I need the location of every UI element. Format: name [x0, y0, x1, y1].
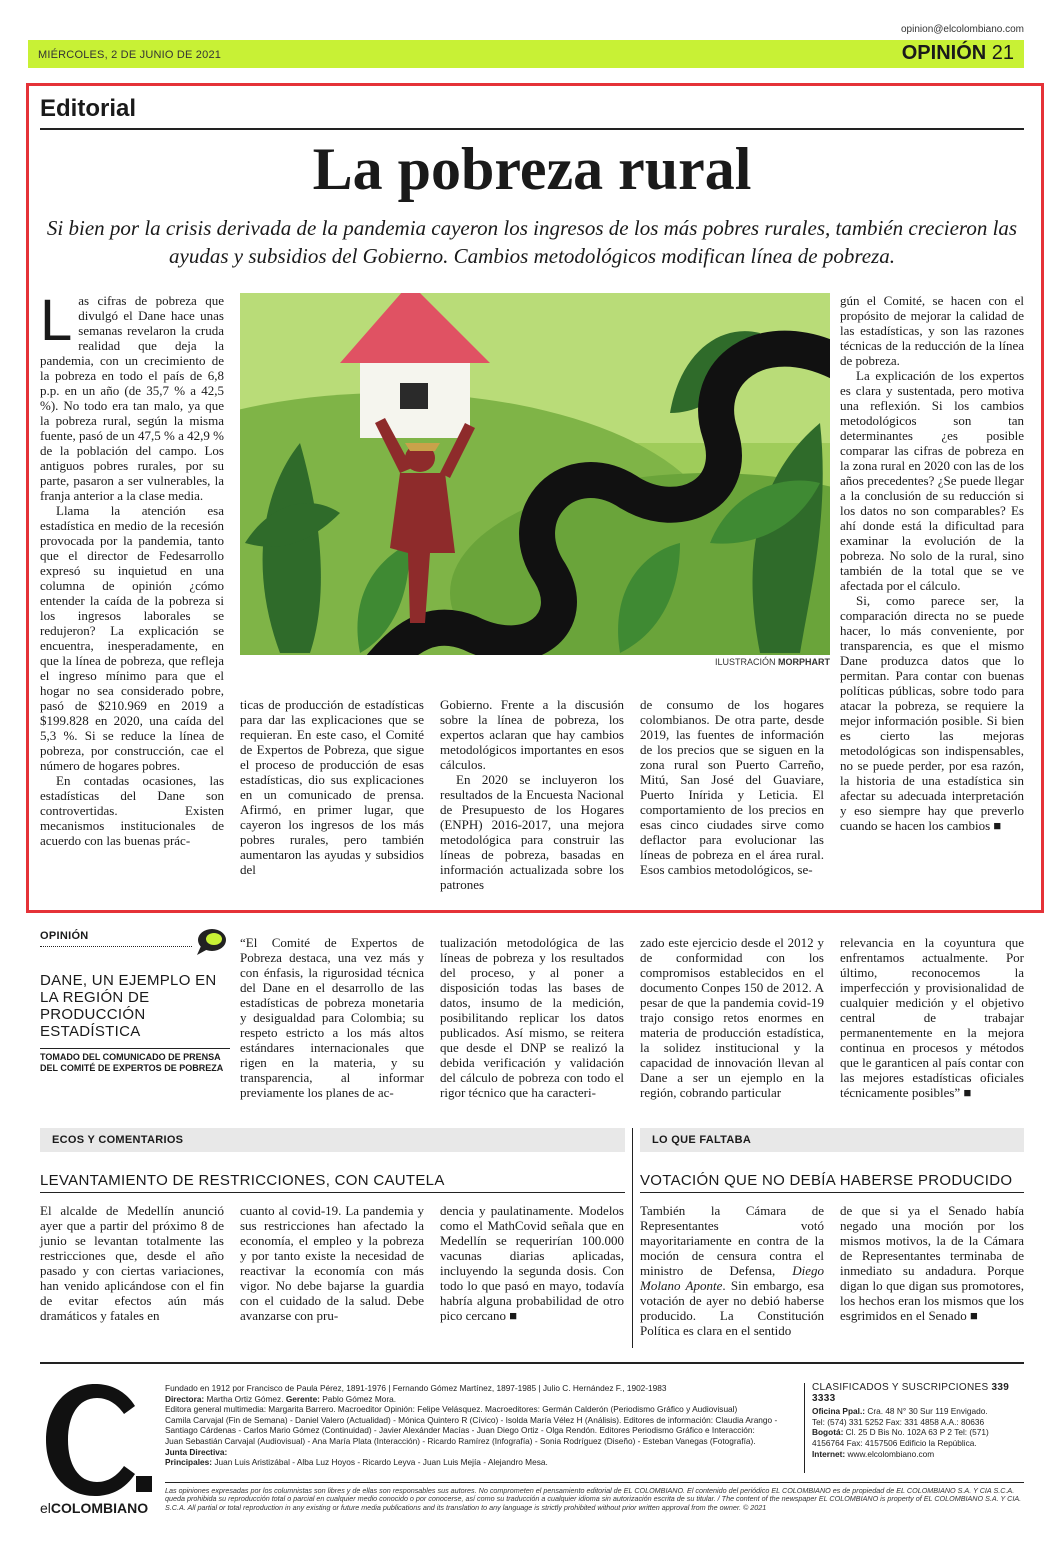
- label: Internet:: [812, 1448, 846, 1459]
- paragraph: de que si ya el Senado había negado una moción por los mismos motivos, la de la Cámara de Representantes terminaba de inmediato su andadura. Porque digan lo que digan sus promotores, los hechos eran los mismos que los esgrimidos en el Senado ■: [840, 1203, 1024, 1323]
- paragraph: En contadas ocasiones, las estadísticas del Dane son controvertidas. Existen mecanismos institucionales de acuerdo con las buenas prác-: [40, 773, 224, 848]
- editors-line: Juan Sebastián Carvajal (Audiovisual) - Ana María Plata (Interacción) - Ricardo Ramírez (Infografía) - Sonia Rodríguez (Diseño) - Esteban Vanegas (Fotografía).: [165, 1435, 756, 1446]
- legal-disclaimer: Las opiniones expresadas por los columnistas son libres y de ellas son responsables sus autores. No comprometen el pensamiento editorial de EL COLOMBIANO. El contenido del periódico EL COLOMBIANO es de propiedad de EL COLOMBIANO S.A. Y CIA S.C.A. queda prohibida su reproducción total o parcial en cualquier medio conocido o por conocerse, así como su traducción a cualquier idioma sin autorización escrita de su titular. / The content of the newspaper EL COLOMBIANO is property of EL COLOMBIANO S.A. Y CIA. S.C.A. All partial or total reproduction in any existing or future media publications and its translation to any language is strictly prohibited without prior written approval from the owner. © 2021: [165, 1486, 1022, 1512]
- label: Junta Directiva:: [165, 1446, 228, 1457]
- classifieds-phone: 339 3333: [812, 1382, 1010, 1404]
- ecos-title: LEVANTAMIENTO DE RESTRICCIONES, CON CAUTELA: [40, 1172, 445, 1189]
- editorial-label: Editorial: [40, 95, 137, 122]
- paragraph: [640, 1203, 824, 1338]
- founders-line: Fundado en 1912 por Francisco de Paula Pérez, 1891-1976 | Fernando Gómez Martínez, 1897-1985 | Julio C. Hernández F., 1902-1983: [165, 1383, 667, 1393]
- footer-rule: [40, 1362, 1024, 1364]
- bogota-line-2: 4156764 Fax: 4157506 Edificio la República.: [812, 1437, 977, 1448]
- opinion-title: DANE, UN EJEMPLO EN LA REGIÓN DE PRODUCCIÓN ESTADÍSTICA: [40, 972, 217, 1040]
- editorial-column-3: [440, 697, 624, 892]
- editors-line: Camila Carvajal (Fin de Semana) - Daniel Valero (Actualidad) - Mónica Quintero R (Cívico) - Isolda María Vélez H (Análisis). Editores de información: Claudia Arango -: [165, 1414, 778, 1425]
- masthead-divider: [804, 1383, 805, 1473]
- credit-prefix: ILUSTRACIÓN: [714, 657, 776, 667]
- el-colombiano-logo-icon: [40, 1380, 158, 1498]
- opinion-kicker: OPINIÓN: [40, 930, 89, 942]
- paragraph: [40, 288, 224, 503]
- paragraph: gún el Comité, se hacen con el propósito de mejorar la calidad de las estadísticas, y son las razones técnicas de la reducción de la línea de pobreza.: [840, 293, 1024, 368]
- classifieds-title: [812, 1383, 1024, 1404]
- value: Cl. 25 D Bis No. 102A 63 P 2 Tel: (571): [843, 1427, 989, 1438]
- opinion-column-4: [840, 935, 1024, 1100]
- paragraph: ticas de producción de estadísticas para dar las explicaciones que se requieran. En este caso, el Comité de Expertos de Pobreza, que sigue el proceso de producción de esas estadísticas, dio sus explicaciones en un comunicado de prensa. Afirmó, en primer lugar, que cayeron los ingresos de los más pobres rurales, pero también aumentaron las ayudas y subsidios del: [240, 697, 424, 877]
- label: Oficina Ppal.:: [812, 1406, 866, 1417]
- paragraph-text: as cifras de pobreza que divulgó el Dane hace unas semanas revelaron la cruda realidad que deja la pandemia, con un crecimiento de la pobreza en todo el país de 6,8 p.p. en un año (de 35,7 % a 42,5 %). No todo era tan malo, ya que la pobreza rural, según la misma fuente, pasó de un 47,5 % a 42,9 % de la población del campo. Los antiguos pobres rurales, por su parte, pasaron a ser vulnerables, la franja anterior a la clase media.: [40, 293, 224, 503]
- section-name: [902, 42, 1014, 65]
- speech-bubble-icon: [195, 928, 227, 956]
- faltaba-column-1: [640, 1203, 824, 1338]
- editorial-column-2: [240, 697, 424, 877]
- masthead-credits: [165, 1383, 800, 1468]
- credit-name: MORPHART: [778, 657, 830, 667]
- opinion-rule: [40, 1048, 230, 1049]
- faltaba-title: VOTACIÓN QUE NO DEBÍA HABERSE PRODUCIDO: [640, 1172, 1013, 1189]
- paragraph: En 2020 se incluyeron los resultados de la Encuesta Nacional de Presupuesto de los Hogares (ENPH) 2016-2017, una mejora metodológica para construir las líneas de pobreza, basadas en información actualizada sobre los patrones: [440, 772, 624, 892]
- label: Bogotá:: [812, 1427, 844, 1438]
- bogota-line: [812, 1427, 1024, 1438]
- value: Pablo Gómez Mora.: [319, 1393, 397, 1404]
- section-bar: [28, 40, 1024, 68]
- value: www.elcolombiano.com: [845, 1448, 935, 1459]
- paragraph: Gobierno. Frente a la discusión sobre la línea de pobreza, los expertos aclaran que hay cambios metodológicos importantes en esos cálculos.: [440, 697, 624, 772]
- illustration-credit: [560, 657, 830, 667]
- page-number: 21: [991, 42, 1014, 64]
- opinion-column-1: [240, 935, 424, 1100]
- brand-wordmark: [40, 1500, 148, 1516]
- ecos-kicker: ECOS Y COMENTARIOS: [52, 1134, 184, 1146]
- value: Juan Luis Aristizábal - Alba Luz Hoyos - Ricardo Leyva - Juan Luis Mejía - Alejandro Mesa.: [212, 1457, 548, 1468]
- office-line: [812, 1406, 1024, 1417]
- paragraph: “El Comité de Expertos de Pobreza destaca, una vez más y con énfasis, la rigurosidad técnica del Dane en el desarrollo de las estadísticas de pobreza monetaria y desigualdad para Colombia; su respeto estricto a los más altos estándares internacionales que rigen en la materia, y su transparencia, al informar previamente los planes de ac-: [240, 935, 424, 1100]
- disclaimer-rule: [165, 1482, 1024, 1483]
- faltaba-kicker: LO QUE FALTABA: [652, 1134, 752, 1146]
- minister-name: Diego Molano Aponte: [640, 1263, 824, 1293]
- brand-name: COLOMBIANO: [50, 1500, 149, 1516]
- contact-email: opinion@elcolombiano.com: [901, 24, 1024, 35]
- section-divider: [632, 1128, 633, 1348]
- deck: Si bien por la crisis derivada de la pandemia cayeron los ingresos de los más pobres rurales, también crecieron las ayudas y subsidios del Gobierno. Cambios metodológicos modifican línea de pobreza.: [46, 216, 1018, 268]
- drop-cap: L: [40, 288, 73, 353]
- paragraph: La explicación de los expertos es clara y sustentada, pero motiva una reflexión. Si los cambios metodológicos son tan determinantes ¿es posible comparar las cifras de pobreza en la zona rural en 2020 con las de los años precedentes? ¿Se puede llegar a la conclusión de su reducción si los datos no son comparables? Es ahí donde está la dificultad para examinar la evolución de la pobreza. No solo de la rural, sino también de la total que se ve afectada por el cálculo.: [840, 368, 1024, 593]
- paragraph: zado este ejercicio desde el 2012 y de conformidad con los compromisos establecidos en el documento Conpes 150 de 2012. A pesar de que la pandemia covid-19 trajo consigo retos enormes en materia de producción estadística, la solidez institucional y la capacidad de innovación llevan al Dane a ser un ejemplo en la región, cobrando particular: [640, 935, 824, 1100]
- classifieds-info: [812, 1383, 1024, 1459]
- opinion-column-2: [440, 935, 624, 1100]
- editorial-rule: [40, 128, 1024, 130]
- illustration: [240, 293, 830, 655]
- label: Directora:: [165, 1393, 205, 1404]
- brand-prefix: el: [40, 1500, 51, 1516]
- opinion-dotted-rule: [40, 946, 192, 947]
- board-members-line: [165, 1457, 800, 1468]
- internet-line: [812, 1449, 1024, 1460]
- paragraph: Llama la atención esa estadística en medio de la recesión provocada por la pandemia, tanto que el director de Fedesarrollo expresó su inquietud en una columna de opinión ¿cómo entender la caída de la pobreza si los ingresos laborales se redujeron? La explicación se encuentra, inesperadamente, en que la línea de pobreza, que refleja el ingreso mínimo para que el hogar no sea considerado pobre, pasó de $210.969 en 2019 a $199.828 en 2020, una caída del 5,3 %. Si se reduce la línea de pobreza, por construcción, cae el número de hogares pobres.: [40, 503, 224, 773]
- label: Gerente:: [285, 1393, 320, 1404]
- opinion-column-3: [640, 935, 824, 1100]
- paragraph-text: . Sin embargo, esa votación de ayer no debió haberse producido. La Constitución Política es clara en el sentido: [640, 1278, 825, 1338]
- faltaba-rule: [640, 1192, 1024, 1193]
- editorial-column-5: [840, 293, 1024, 833]
- paragraph: de consumo de los hogares colombianos. De otra parte, desde 2019, las fuentes de información de los precios que se siguen en la zona rural son Puerto Carreño, Mitú, San José del Guaviare, Puerto Inírida y Leticia. El comportamiento de los precios en esas cinco ciudades sirve como deflactor para evolucionar las líneas de pobreza en el área rural. Esos cambios metodológicos, se-: [640, 697, 824, 877]
- editors-line: Editora general multimedia: Margarita Barrero. Macroeditor Opinión: Felipe Velásquez. Macroeditores: Germán Calderón (Periodismo Gráfico y Audiovisual): [165, 1404, 738, 1415]
- ecos-column-1: [40, 1203, 224, 1323]
- directors-line: [165, 1394, 800, 1405]
- ecos-rule: [40, 1192, 625, 1193]
- editorial-column-1: [40, 288, 224, 848]
- editors-line: Santiago Cárdenas - Carlos Mario Gómez (Continuidad) - Javier Alexánder Macías - Juan Diego Ortiz - Olga Rendón. Editores Periodismo Gráfico e Interacción:: [165, 1425, 755, 1436]
- paragraph: cuanto al covid-19. La pandemia y sus restricciones han afectado la economía, el empleo y la pobreza y por tanto existe la necesidad de reactivar la economía con más vigor. No debe bajarse la guardia con el cuidado de la salud. Debe avanzarse con pru-: [240, 1203, 424, 1323]
- paragraph: El alcalde de Medellín anunció ayer que a partir del próximo 8 de junio se levantan totalmente las restricciones que, desde el año pasado y con ciertas variaciones, han venido aplicándose con el fin de evitar efectos aún más dramáticos y fatales en: [40, 1203, 224, 1323]
- paragraph: tualización metodológica de las líneas de pobreza y los resultados del proceso, y al poner a disposición todas las bases de datos, insumo de la medición, posibilitando replicar los datos publicados. Así mismo, se reitera que desde el DNP se realizó la debida verificación y validación del cálculo de pobreza con todo el rigor técnico que ha caracteri-: [440, 935, 624, 1100]
- tel-line: Tel: (574) 331 5252 Fax: 331 4858 A.A.: 80636: [812, 1416, 985, 1427]
- title-text: CLASIFICADOS Y SUSCRIPCIONES: [812, 1382, 989, 1393]
- paragraph-text: También la Cámara de Representantes votó mayoritariamente en contra de la moción de censura contra el ministro de Defensa,: [640, 1203, 824, 1278]
- editorial-column-4: [640, 697, 824, 877]
- section-label: OPINIÓN: [901, 42, 987, 64]
- opinion-source: TOMADO DEL COMUNICADO DE PRENSA DEL COMITÉ DE EXPERTOS DE POBREZA: [40, 1052, 224, 1073]
- paragraph: Si, como parece ser, la comparación directa no se puede hacer, lo más conveniente, por transparencia, es que el mismo Dane produzca datos que lo permitan. Para contar con buenas políticas públicas, sobre todo para atacar la pobreza, se requiere la mejor información posible. Si bien es cierto las mejoras metodológicas son indispensables, no se puede perder, por esa razón, la historia de una estadística sin afectar su adecuada interpretación y eso siempre hay que preverlo cuando se hacen los cambios ■: [840, 593, 1024, 833]
- paragraph: dencia y paulatinamente. Modelos como el MathCovid señala que en Medellín se requerirían 100.000 vacunas diarias aplicadas, incluyendo la segunda dosis. Con todo lo que pasó en mayo, todavía habría alguna probabilidad de otro pico cercano ■: [440, 1203, 624, 1323]
- ecos-column-2: [240, 1203, 424, 1323]
- value: Cra. 48 N° 30 Sur 119 Envigado.: [865, 1406, 988, 1417]
- faltaba-column-2: [840, 1203, 1024, 1323]
- value: Martha Ortiz Gómez.: [204, 1393, 284, 1404]
- headline: La pobreza rural: [312, 136, 752, 202]
- paragraph: relevancia en la coyuntura que enfrentamos actualmente. Por último, reconocemos la imperfección y provisionalidad de cualquier medición y el objetivo central de trabajar permanentemente en la mejora continua en procesos y métodos que le garanticen al país contar con las mejores estadísticas oficiales técnicamente posibles” ■: [840, 935, 1024, 1100]
- label: Principales:: [165, 1457, 213, 1468]
- ecos-column-3: [440, 1203, 624, 1323]
- board-line: [165, 1447, 800, 1458]
- issue-date: MIÉRCOLES, 2 DE JUNIO DE 2021: [38, 49, 222, 61]
- illustration-art: [240, 293, 830, 655]
